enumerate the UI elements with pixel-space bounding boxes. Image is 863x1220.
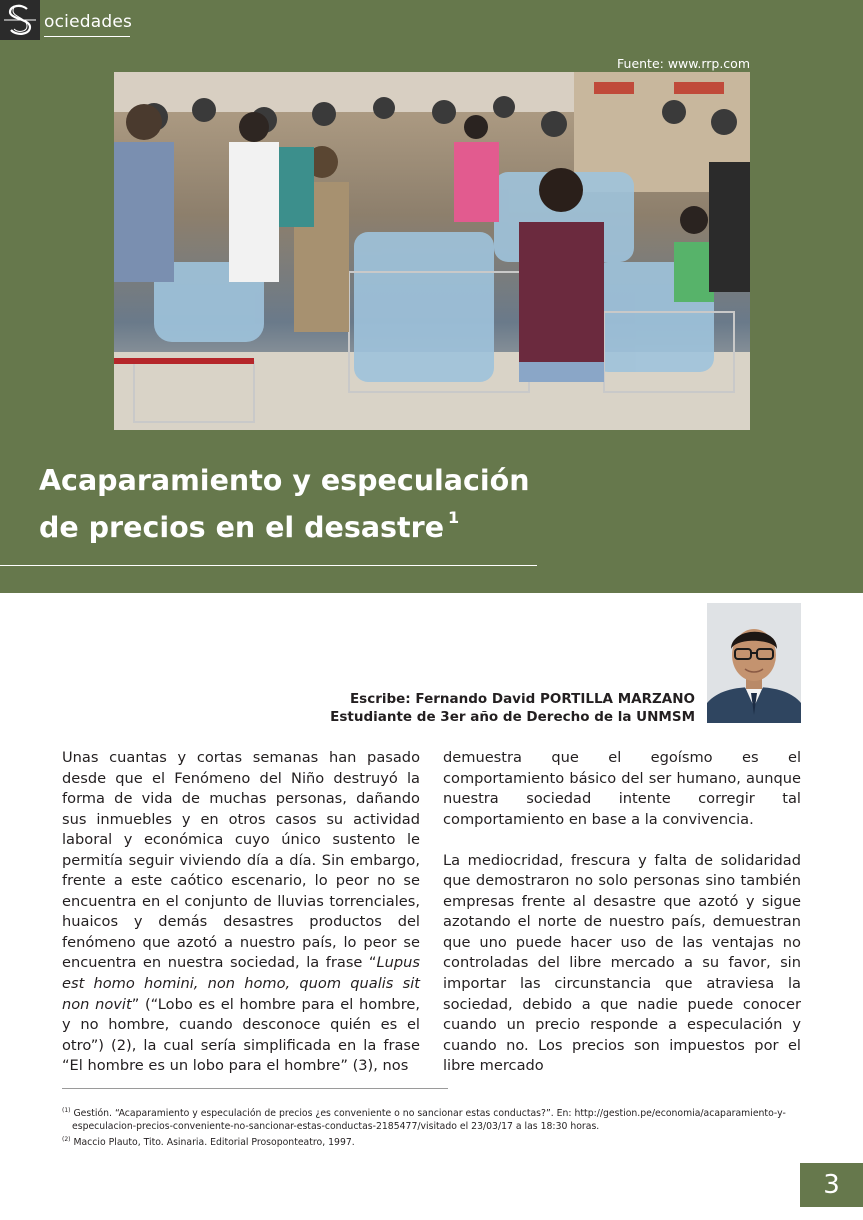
- article-title: [39, 462, 559, 546]
- shoppers-illustration-icon: [114, 72, 750, 430]
- author-avatar: [707, 603, 801, 723]
- header-banner: [0, 0, 863, 593]
- body-paragraph: [62, 748, 420, 1077]
- page-number: 3: [823, 1170, 840, 1200]
- author-info: [330, 690, 695, 726]
- author-portrait-icon: [707, 603, 801, 723]
- footnote-2-text: Maccio Plauto, Tito. Asinaria. Editorial Prosoponteatro, 1997.: [73, 1137, 355, 1149]
- author-byline: Escribe: Fernando David PORTILLA MARZANO: [349, 691, 695, 707]
- section-name: ociedades: [44, 12, 133, 32]
- title-footnote-marker: 1: [448, 508, 460, 527]
- article-title-text: Acaparamiento y especulación de precios en el desastre: [39, 464, 530, 544]
- magazine-logo: [0, 0, 40, 40]
- s-logo-icon: [0, 0, 40, 40]
- section-underline: [44, 36, 130, 37]
- body-paragraph: demuestra que el egoísmo es el comportamiento básico del ser humano, aunque nuestra sociedad intente corregir tal comportamiento en base a la convivencia.: [443, 749, 801, 828]
- body-column-right: [443, 748, 801, 1077]
- footnote-1-marker: (1): [62, 1107, 71, 1114]
- latin-quote: Lupus est homo homini, non homo, quom qualis sit non novit: [62, 954, 420, 1013]
- title-divider: [0, 565, 537, 566]
- author-role: Estudiante de 3er año de Derecho de la UNMSM: [330, 709, 695, 725]
- supermarket-photo: [114, 72, 750, 430]
- paragraph-text-cont: ” (“Lobo es el hombre para el hombre, y no hombre, cuando desconoce quién es el otro”) (2), la cual sería simplificada en la frase “El hombre es un lobo para el hombre” (3), nos: [62, 995, 420, 1075]
- body-paragraph: La mediocridad, frescura y falta de solidaridad que demostraron no solo personas sino también empresas frente al desastre que azotó y sigue azotando el norte de nuestro país, demuestran que uno puede hacer uso de las ventajas no controladas del libre mercado a su favor, sin importar las circunstancia que atraviesa la sociedad, debido a que nadie puede conocer cuando un precio responde a especulación y cuando no. Los precios son impuestos por el libre mercado: [443, 851, 801, 1075]
- photo-source: Fuente: www.rrp.com: [617, 56, 750, 71]
- footnotes: [62, 1104, 810, 1149]
- footnote-1: [62, 1104, 810, 1133]
- footnote-1-text: Gestión. “Acaparamiento y especulación de precios ¿es conveniente o no sancionar estas conductas?”. En: http://gestion.pe/economia/acaparamiento-y-: [73, 1108, 786, 1120]
- footnote-2-marker: (2): [62, 1136, 71, 1144]
- body-column-left: [62, 748, 420, 1077]
- footnote-2: [62, 1133, 810, 1149]
- paragraph-text: Unas cuantas y cortas semanas han pasado desde que el Fenómeno del Niño destruyó la forma de vida de muchas personas, dañando sus inmuebles y en otros casos su actividad laboral y económica cuyo único sustento le permitía seguir viviendo día a día. Sin embargo, frente a este caótico escenario, lo peor no se encuentra en el conjunto de lluvias torrenciales, huaicos y demás desastres productos del fenómeno que azotó a nuestro país, lo peor se encuentra en nuestra sociedad, la frase “: [62, 749, 420, 972]
- page-number-box: [800, 1163, 863, 1207]
- footnote-1-text-cont: especulacion-precios-conveniente-no-sancionar-estas-conductas-2185477/visitado el 23/03/17 a las 18:30 horas.: [72, 1121, 600, 1133]
- footnote-divider: [62, 1088, 448, 1089]
